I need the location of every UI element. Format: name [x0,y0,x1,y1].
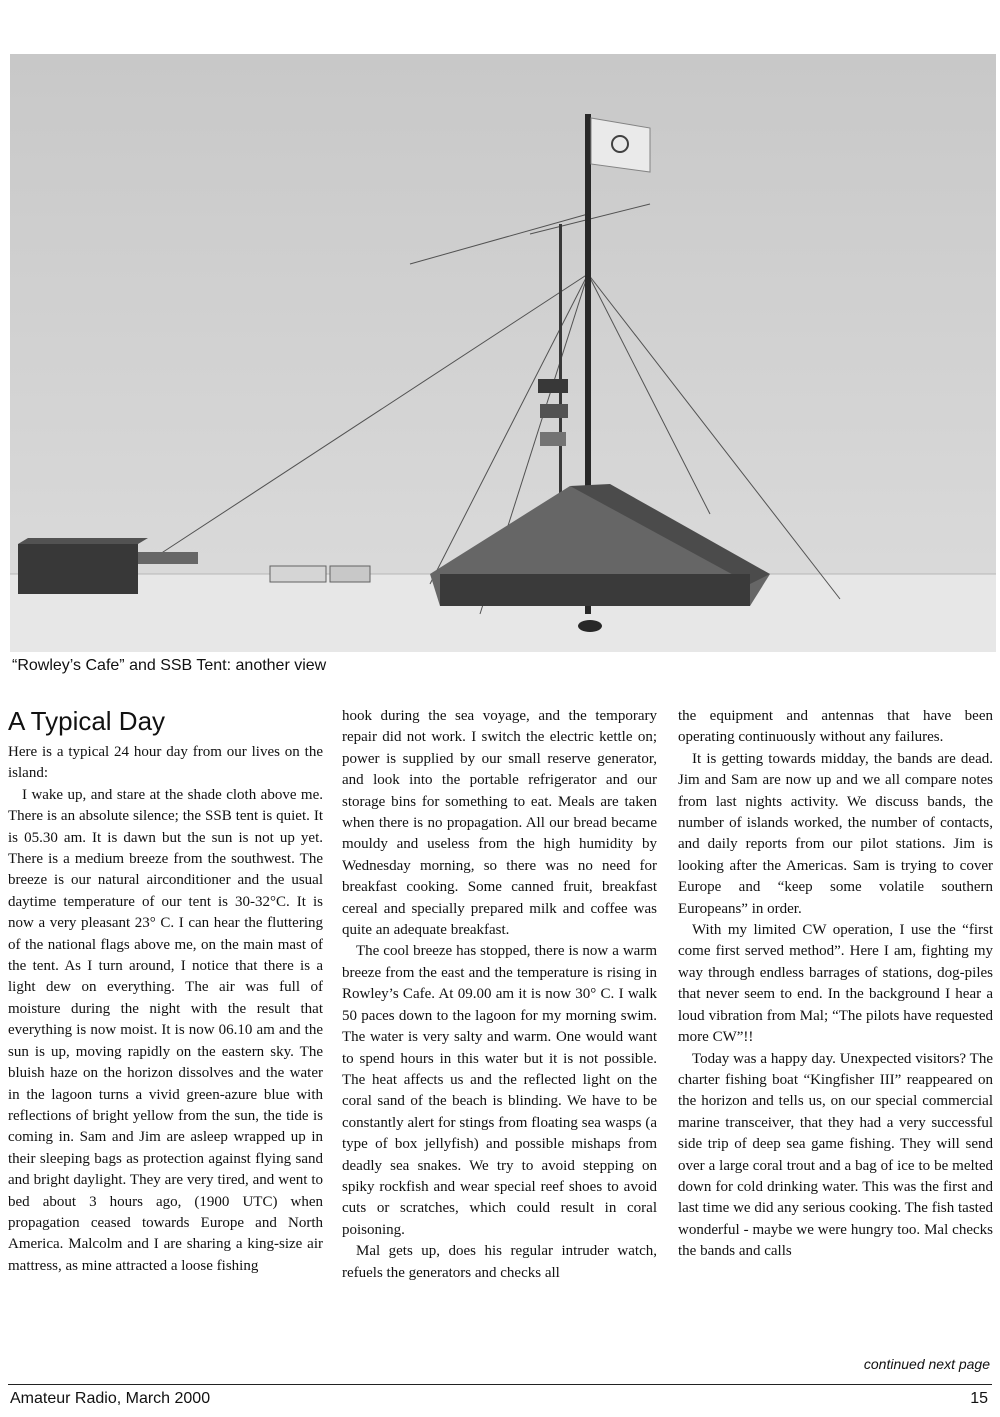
article-column-2 [342,706,657,1284]
page-number: 15 [970,1390,988,1407]
photo-caption: “Rowley’s Cafe” and SSB Tent: another view [12,657,327,674]
continued-note: continued next page [863,1356,990,1372]
paragraph: The cool breeze has stopped, there is now a warm breeze from the east and the temperature is rising in Rowley’s Cafe. At 09.00 am it is now 30° C. I walk 50 paces down to the lagoon for my morning swim. The water is very salty and warm. One would want to spend hours in this water but it is not possible. The heat affects us and the reflected light on the coral sand of the beach is blinding. We have to be constantly alert for stings from floating sea wasps (a type of box jellyfish) and possible mishaps from deadly sea snakes. We try to avoid stepping on spiky rockfish and wear special reef shoes to avoid cuts or scratches, which could result in coral poisoning. [342,943,657,1238]
paragraph: Today was a happy day. Unexpected visitors? The charter fishing boat “Kingfisher III” reappeared on the horizon and tells us, on our special commercial marine transceiver, that they had a very successful side trip of deep sea game fishing. They will send over a large coral trout and a bag of ice to be melted down for cold drinking water. This was the first and last time we did any serious cooking. The fish tasted wonderful - maybe we were hungry too. Mal checks the bands and calls [678,1050,993,1260]
paragraph: It is getting towards midday, the bands are dead. Jim and Sam are now up and we all compare notes from last nights activity. We discuss bands, the number of islands worked, the number of contacts, and daily reports from our pilot stations. Jim is looking after the Americas. Sam is trying to cover Europe and “keep some volatile southern Europeans” in order. [678,750,993,917]
paragraph: With my limited CW operation, I use the “first come first served method”. Here I am, fighting my way through endless barrages of stations, dog-piles that never seem to end. In the background I hear a loud vibration from Mal; “The pilots have requested more CW”!! [678,922,993,1046]
article-headline: A Typical Day [8,706,166,736]
article-column-1 [8,706,323,1277]
paragraph: Mal gets up, does his regular intruder watch, refuels the generators and checks all [342,1243,657,1281]
tent-photo-illustration [10,54,996,652]
article-photo [10,54,996,652]
article-column-3 [678,706,993,1263]
footer-rule [8,1384,992,1385]
publication-footer: Amateur Radio, March 2000 [10,1390,211,1407]
paragraph: Here is a typical 24 hour day from our lives on the island: [8,744,323,782]
paragraph: hook during the sea voyage, and the temporary repair did not work. I switch the electric kettle on; power is supplied by our small reserve generator, and look into the portable refrigerator and our storage bins for something to eat. Meals are taken when there is no propagation. All our bread became mouldy and useless from the high humidity by Wednesday morning, so there was no need for breakfast cooking. Some canned fruit, breakfast cereal and specially prepared milk and coffee was quite an adequate breakfast. [342,708,657,939]
paragraph: I wake up, and stare at the shade cloth above me. There is an absolute silence; the SSB tent is quiet. It is 05.30 am. It is dawn but the sun is not up yet. There is a medium breeze from the southwest. The breeze is our natural airconditioner and the usual daytime temperature of our tent is 30-32°C. It is now a very pleasant 23° C. I can hear the fluttering of the national flags above me, on the main mast of the tent. As I turn around, I notice that there is a light dew on everything. The air was full of moisture during the night with the result that everything is now moist. It is now 06.10 am and the sun is up, moving rapidly on the eastern sky. The bluish haze on the horizon dissolves and the water in the lagoon turns a vivid green-azure blue with reflections of bright yellow from the sun, the tide is coming in. Sam and Jim are asleep wrapped up in their sleeping bags as protection against flying sand and bright daylight. They are very tired, and went to bed about 3 hours ago, (1900 UTC) when propagation ceased towards Europe and North America. Malcolm and I are sharing a king-size air mattress, as mine attracted a loose fishing [8,786,323,1274]
paragraph: the equipment and antennas that have been operating continuously without any failures. [678,708,993,746]
